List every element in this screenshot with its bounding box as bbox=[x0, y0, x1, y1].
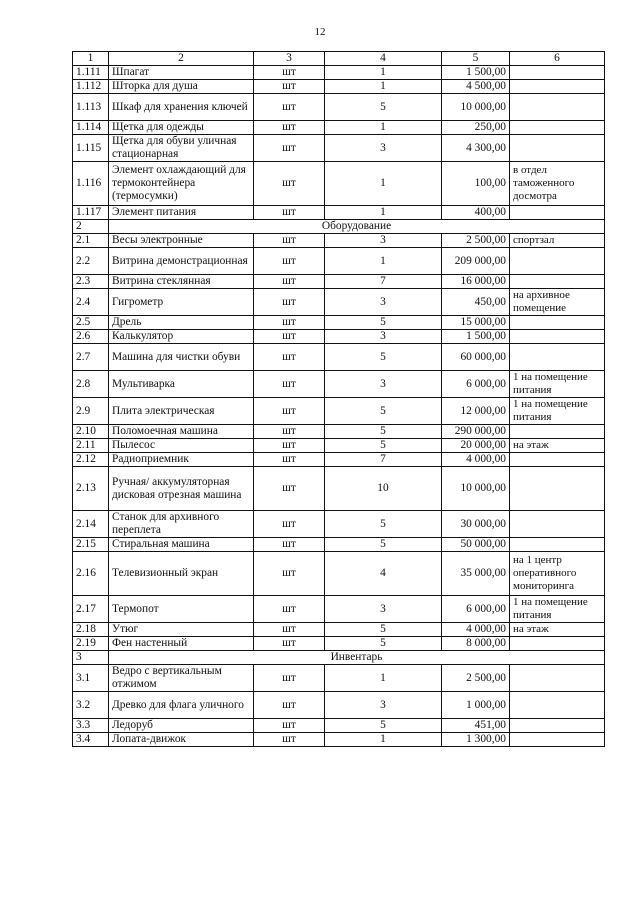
item-quantity: 5 bbox=[325, 623, 442, 637]
item-quantity: 5 bbox=[325, 511, 442, 538]
item-name: Пылесос bbox=[109, 439, 254, 453]
table-row bbox=[73, 135, 605, 162]
section-header-row bbox=[73, 220, 605, 234]
item-price: 4 000,00 bbox=[442, 453, 510, 467]
item-name: Плита электрическая bbox=[109, 398, 254, 425]
item-number: 1.117 bbox=[73, 206, 109, 220]
item-quantity: 4 bbox=[325, 552, 442, 596]
item-number: 2.18 bbox=[73, 623, 109, 637]
equipment-table bbox=[72, 51, 605, 747]
item-number: 2.16 bbox=[73, 552, 109, 596]
item-name: Ледоруб bbox=[109, 719, 254, 733]
item-unit: шт bbox=[254, 206, 325, 220]
item-unit: шт bbox=[254, 94, 325, 121]
item-note: на этаж bbox=[510, 439, 605, 453]
item-price: 290 000,00 bbox=[442, 425, 510, 439]
item-unit: шт bbox=[254, 538, 325, 552]
table-row bbox=[73, 80, 605, 94]
table-row bbox=[73, 733, 605, 747]
table-row bbox=[73, 439, 605, 453]
item-price: 12 000,00 bbox=[442, 398, 510, 425]
table-row bbox=[73, 623, 605, 637]
item-unit: шт bbox=[254, 637, 325, 651]
item-note bbox=[510, 80, 605, 94]
item-quantity: 7 bbox=[325, 453, 442, 467]
item-price: 8 000,00 bbox=[442, 637, 510, 651]
column-header: 4 bbox=[325, 52, 442, 66]
table-row bbox=[73, 162, 605, 206]
item-number: 2.7 bbox=[73, 344, 109, 371]
item-unit: шт bbox=[254, 289, 325, 316]
item-name: Станок для архивного переплета bbox=[109, 511, 254, 538]
item-quantity: 5 bbox=[325, 719, 442, 733]
table-row bbox=[73, 121, 605, 135]
item-price: 30 000,00 bbox=[442, 511, 510, 538]
item-price: 60 000,00 bbox=[442, 344, 510, 371]
section-title: Оборудование bbox=[109, 220, 605, 234]
item-price: 1 500,00 bbox=[442, 66, 510, 80]
item-name: Стиральная машина bbox=[109, 538, 254, 552]
table-row bbox=[73, 637, 605, 651]
item-price: 1 300,00 bbox=[442, 733, 510, 747]
item-name: Термопот bbox=[109, 596, 254, 623]
item-unit: шт bbox=[254, 330, 325, 344]
item-note bbox=[510, 665, 605, 692]
item-name: Ведро с вертикальным отжимом bbox=[109, 665, 254, 692]
item-unit: шт bbox=[254, 316, 325, 330]
item-quantity: 1 bbox=[325, 162, 442, 206]
table-row bbox=[73, 538, 605, 552]
item-price: 2 500,00 bbox=[442, 665, 510, 692]
item-name: Шкаф для хранения ключей bbox=[109, 94, 254, 121]
item-unit: шт bbox=[254, 425, 325, 439]
item-note: на архивное помещение bbox=[510, 289, 605, 316]
section-number: 2 bbox=[73, 220, 109, 234]
table-row bbox=[73, 316, 605, 330]
table-row bbox=[73, 719, 605, 733]
item-note bbox=[510, 719, 605, 733]
item-unit: шт bbox=[254, 623, 325, 637]
item-price: 450,00 bbox=[442, 289, 510, 316]
item-price: 250,00 bbox=[442, 121, 510, 135]
item-unit: шт bbox=[254, 511, 325, 538]
column-header: 6 bbox=[510, 52, 605, 66]
item-name: Радиоприемник bbox=[109, 453, 254, 467]
item-note bbox=[510, 344, 605, 371]
item-note bbox=[510, 425, 605, 439]
item-number: 2.6 bbox=[73, 330, 109, 344]
item-number: 2.17 bbox=[73, 596, 109, 623]
item-number: 1.111 bbox=[73, 66, 109, 80]
item-unit: шт bbox=[254, 692, 325, 719]
item-price: 20 000,00 bbox=[442, 439, 510, 453]
item-quantity: 5 bbox=[325, 425, 442, 439]
item-note: 1 на помещение питания bbox=[510, 371, 605, 398]
item-number: 2.11 bbox=[73, 439, 109, 453]
table-row bbox=[73, 275, 605, 289]
item-quantity: 3 bbox=[325, 692, 442, 719]
table-row bbox=[73, 234, 605, 248]
item-name: Лопата-движок bbox=[109, 733, 254, 747]
item-number: 2.9 bbox=[73, 398, 109, 425]
item-name: Дрель bbox=[109, 316, 254, 330]
table-row bbox=[73, 66, 605, 80]
item-name: Мультиварка bbox=[109, 371, 254, 398]
item-unit: шт bbox=[254, 467, 325, 511]
item-price: 1 500,00 bbox=[442, 330, 510, 344]
item-number: 2.12 bbox=[73, 453, 109, 467]
item-number: 2.14 bbox=[73, 511, 109, 538]
table-row bbox=[73, 665, 605, 692]
item-quantity: 10 bbox=[325, 467, 442, 511]
item-name: Элемент охлаждающий для термоконтейнера (термосумки) bbox=[109, 162, 254, 206]
column-header: 3 bbox=[254, 52, 325, 66]
item-quantity: 3 bbox=[325, 330, 442, 344]
item-quantity: 7 bbox=[325, 275, 442, 289]
item-price: 2 500,00 bbox=[442, 234, 510, 248]
item-quantity: 5 bbox=[325, 94, 442, 121]
item-name: Фен настенный bbox=[109, 637, 254, 651]
item-note: в отдел таможенного досмотра bbox=[510, 162, 605, 206]
item-price: 35 000,00 bbox=[442, 552, 510, 596]
table-row bbox=[73, 596, 605, 623]
item-unit: шт bbox=[254, 275, 325, 289]
item-unit: шт bbox=[254, 596, 325, 623]
item-note: на 1 центр оперативного мониторинга bbox=[510, 552, 605, 596]
column-header: 5 bbox=[442, 52, 510, 66]
item-name: Щетка для обуви уличная стационарная bbox=[109, 135, 254, 162]
item-number: 3.3 bbox=[73, 719, 109, 733]
item-note bbox=[510, 692, 605, 719]
item-name: Весы электронные bbox=[109, 234, 254, 248]
item-quantity: 5 bbox=[325, 637, 442, 651]
item-quantity: 1 bbox=[325, 66, 442, 80]
item-number: 2.10 bbox=[73, 425, 109, 439]
item-price: 400,00 bbox=[442, 206, 510, 220]
item-note: спортзал bbox=[510, 234, 605, 248]
table-row bbox=[73, 692, 605, 719]
item-name: Калькулятор bbox=[109, 330, 254, 344]
item-unit: шт bbox=[254, 135, 325, 162]
item-unit: шт bbox=[254, 162, 325, 206]
item-name: Ручная/ аккумуляторная дисковая отрезная машина bbox=[109, 467, 254, 511]
item-price: 16 000,00 bbox=[442, 275, 510, 289]
item-quantity: 5 bbox=[325, 439, 442, 453]
table-row bbox=[73, 467, 605, 511]
item-unit: шт bbox=[254, 234, 325, 248]
item-quantity: 5 bbox=[325, 398, 442, 425]
item-note bbox=[510, 66, 605, 80]
item-number: 1.115 bbox=[73, 135, 109, 162]
item-number: 3.2 bbox=[73, 692, 109, 719]
item-price: 209 000,00 bbox=[442, 248, 510, 275]
item-number: 2.15 bbox=[73, 538, 109, 552]
item-unit: шт bbox=[254, 719, 325, 733]
table-row bbox=[73, 398, 605, 425]
item-note: 1 на помещение питания bbox=[510, 596, 605, 623]
item-name: Элемент питания bbox=[109, 206, 254, 220]
item-name: Машина для чистки обуви bbox=[109, 344, 254, 371]
item-note: на этаж bbox=[510, 623, 605, 637]
item-number: 1.114 bbox=[73, 121, 109, 135]
item-price: 10 000,00 bbox=[442, 94, 510, 121]
item-name: Шторка для душа bbox=[109, 80, 254, 94]
item-note bbox=[510, 467, 605, 511]
item-number: 2.4 bbox=[73, 289, 109, 316]
item-quantity: 3 bbox=[325, 135, 442, 162]
table-row bbox=[73, 425, 605, 439]
item-unit: шт bbox=[254, 248, 325, 275]
item-unit: шт bbox=[254, 453, 325, 467]
item-number: 2.3 bbox=[73, 275, 109, 289]
item-note bbox=[510, 316, 605, 330]
item-price: 4 500,00 bbox=[442, 80, 510, 94]
item-note bbox=[510, 94, 605, 121]
item-quantity: 1 bbox=[325, 248, 442, 275]
item-quantity: 1 bbox=[325, 80, 442, 94]
column-header: 2 bbox=[109, 52, 254, 66]
item-quantity: 3 bbox=[325, 596, 442, 623]
item-unit: шт bbox=[254, 733, 325, 747]
item-number: 1.116 bbox=[73, 162, 109, 206]
item-number: 2.8 bbox=[73, 371, 109, 398]
item-number: 2.1 bbox=[73, 234, 109, 248]
table-row bbox=[73, 94, 605, 121]
page-number: 12 bbox=[314, 26, 326, 38]
item-note bbox=[510, 511, 605, 538]
item-note bbox=[510, 330, 605, 344]
item-number: 2.2 bbox=[73, 248, 109, 275]
item-name: Гигрометр bbox=[109, 289, 254, 316]
item-note bbox=[510, 121, 605, 135]
item-name: Поломоечная машина bbox=[109, 425, 254, 439]
item-number: 2.5 bbox=[73, 316, 109, 330]
item-note bbox=[510, 637, 605, 651]
item-quantity: 3 bbox=[325, 234, 442, 248]
item-price: 6 000,00 bbox=[442, 371, 510, 398]
item-unit: шт bbox=[254, 371, 325, 398]
item-quantity: 3 bbox=[325, 371, 442, 398]
item-price: 100,00 bbox=[442, 162, 510, 206]
table-row bbox=[73, 371, 605, 398]
table-row bbox=[73, 248, 605, 275]
section-header-row bbox=[73, 651, 605, 665]
item-quantity: 1 bbox=[325, 206, 442, 220]
item-name: Щетка для одежды bbox=[109, 121, 254, 135]
item-quantity: 1 bbox=[325, 733, 442, 747]
table-row bbox=[73, 289, 605, 316]
item-number: 2.13 bbox=[73, 467, 109, 511]
item-note bbox=[510, 275, 605, 289]
table-row bbox=[73, 206, 605, 220]
item-note bbox=[510, 135, 605, 162]
item-price: 6 000,00 bbox=[442, 596, 510, 623]
item-unit: шт bbox=[254, 398, 325, 425]
item-price: 15 000,00 bbox=[442, 316, 510, 330]
item-number: 1.112 bbox=[73, 80, 109, 94]
item-number: 2.19 bbox=[73, 637, 109, 651]
item-note bbox=[510, 453, 605, 467]
table-row bbox=[73, 511, 605, 538]
item-name: Телевизионный экран bbox=[109, 552, 254, 596]
section-number: 3 bbox=[73, 651, 109, 665]
item-name: Утюг bbox=[109, 623, 254, 637]
table-row bbox=[73, 344, 605, 371]
item-price: 10 000,00 bbox=[442, 467, 510, 511]
item-quantity: 3 bbox=[325, 289, 442, 316]
section-title: Инвентарь bbox=[109, 651, 605, 665]
item-note bbox=[510, 248, 605, 275]
item-quantity: 5 bbox=[325, 316, 442, 330]
column-header-row bbox=[73, 52, 605, 66]
item-price: 4 000,00 bbox=[442, 623, 510, 637]
item-price: 451,00 bbox=[442, 719, 510, 733]
item-quantity: 5 bbox=[325, 344, 442, 371]
item-unit: шт bbox=[254, 344, 325, 371]
item-price: 50 000,00 bbox=[442, 538, 510, 552]
item-number: 1.113 bbox=[73, 94, 109, 121]
item-number: 3.1 bbox=[73, 665, 109, 692]
item-price: 4 300,00 bbox=[442, 135, 510, 162]
item-number: 3.4 bbox=[73, 733, 109, 747]
item-unit: шт bbox=[254, 66, 325, 80]
item-note: 1 на помещение питания bbox=[510, 398, 605, 425]
column-header: 1 bbox=[73, 52, 109, 66]
item-unit: шт bbox=[254, 121, 325, 135]
item-name: Шпагат bbox=[109, 66, 254, 80]
item-note bbox=[510, 206, 605, 220]
item-quantity: 1 bbox=[325, 121, 442, 135]
table-row bbox=[73, 552, 605, 596]
item-name: Древко для флага уличного bbox=[109, 692, 254, 719]
item-quantity: 5 bbox=[325, 538, 442, 552]
item-unit: шт bbox=[254, 439, 325, 453]
table-row bbox=[73, 453, 605, 467]
table-row bbox=[73, 330, 605, 344]
item-price: 1 000,00 bbox=[442, 692, 510, 719]
item-quantity: 1 bbox=[325, 665, 442, 692]
item-note bbox=[510, 538, 605, 552]
item-name: Витрина стеклянная bbox=[109, 275, 254, 289]
item-unit: шт bbox=[254, 80, 325, 94]
item-unit: шт bbox=[254, 552, 325, 596]
item-unit: шт bbox=[254, 665, 325, 692]
table-body bbox=[73, 52, 605, 747]
item-name: Витрина демонстрационная bbox=[109, 248, 254, 275]
item-note bbox=[510, 733, 605, 747]
